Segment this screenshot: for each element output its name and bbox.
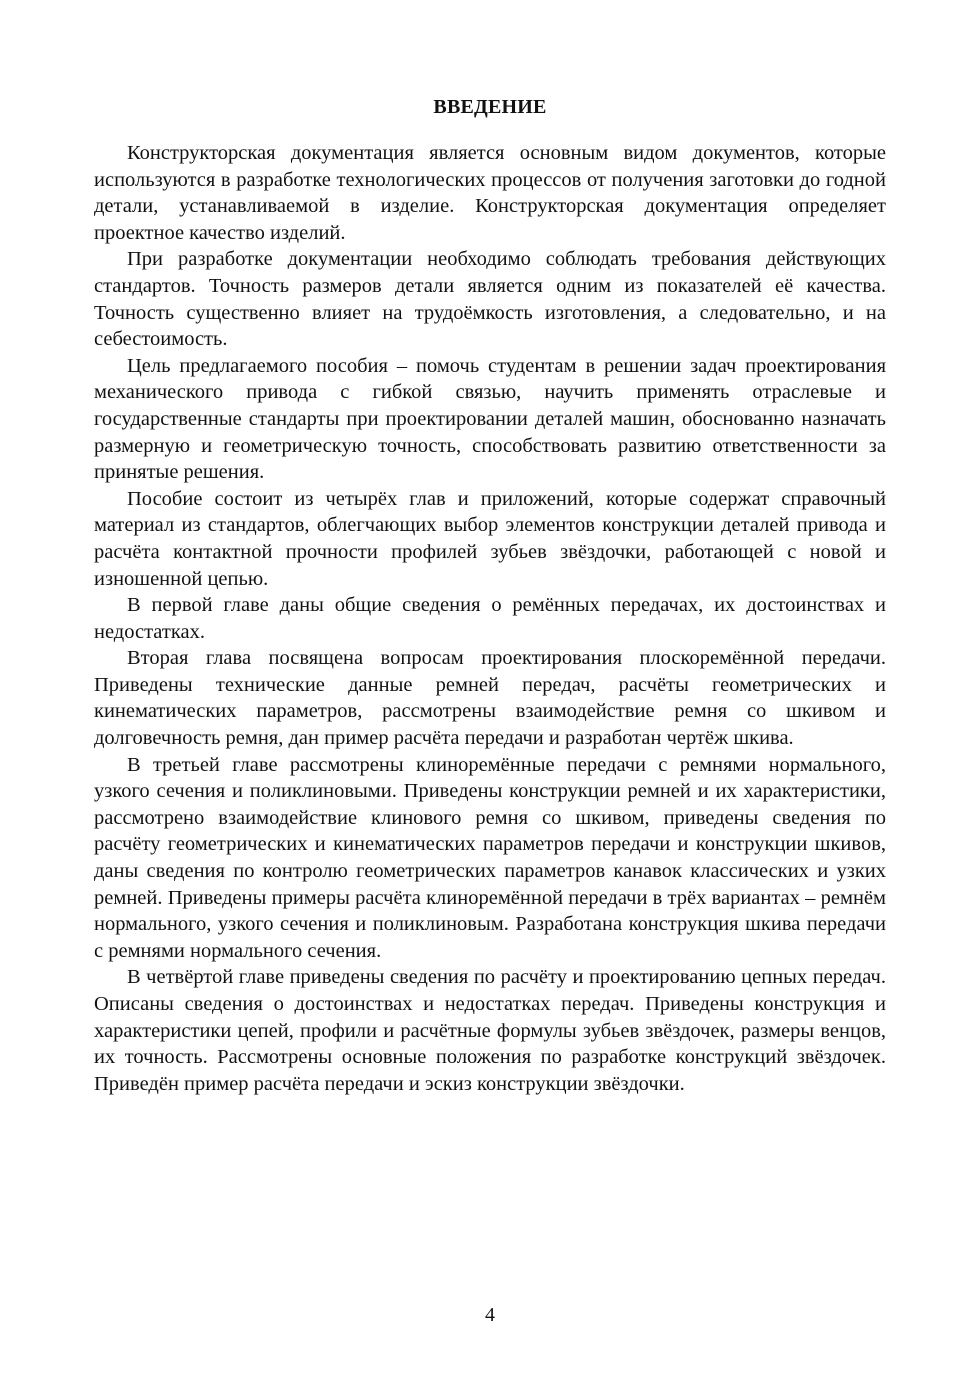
paragraph-7: В третьей главе рассмотрены клиноремённые передачи с ремнями нормального, узкого сечения и поликлиновыми. Приведены конструкции ремней и их характеристики, рассмотрено взаимодействие клинового ремня со шкивом, приведены сведения по расчёту геометрических и кинематических параметров передачи и конструкции шкивов, даны сведения по контролю геометрических параметров канавок классических и узких ремней. Приведены примеры расчёта клиноремённой передачи в трёх вариантах – ремнём нормального, узкого сечения и поликлиновым. Разработана конструкция шкива передачи с ремнями нормального сечения. [94, 753, 886, 962]
paragraph-8: В четвёртой главе приведены сведения по расчёту и проектированию цепных передач. Описаны сведения о достоинствах и недостатках передач. Приведены конструкция и характеристики цепей, профили и расчётные формулы зубьев звёздочек, размеры венцов, их точность. Рассмотрены основные положения по разработке конструкций звёздочек. Приведён пример расчёта передачи и эскиз конструкции звёздочки. [94, 966, 886, 1095]
paragraph-1: Конструкторская документация является основным видом документов, которые используются в разработке технологических процессов от получения заготовки до годной детали, устанавливаемой в изделие. Конструкторская документация определяет проектное качество изделий. [94, 142, 886, 244]
paragraph-4: Пособие состоит из четырёх глав и приложений, которые содержат справочный материал из стандартов, облегчающих выбор элементов конструкции деталей привода и расчёта контактной прочности профилей зубьев звёздочки, работающей с новой и изношенной цепью. [94, 487, 886, 590]
paragraph-6: Вторая глава посвящена вопросам проектирования плоскоремённой передачи. Приведены технические данные ремней передач, расчёты геометрических и кинематических параметров, рассмотрены взаимодействие ремня со шкивом и долговечность ремня, дан пример расчёта передачи и разработан чертёж шкива. [94, 647, 886, 750]
body-text [94, 140, 886, 1097]
paragraph-2: При разработке документации необходимо соблюдать требования действующих стандартов. Точность размеров детали является одним из показателей её качества. Точность существенно влияет на трудоёмкость изготовления, а следовательно, и на себестоимость. [94, 248, 886, 351]
paragraph-3: Цель предлагаемого пособия – помочь студентам в решении задач проектирования механического привода с гибкой связью, научить применять отраслевые и государственные стандарты при проектировании деталей машин, обоснованно назначать размерную и геометрическую точность, способствовать развитию ответственности за принятые решения. [94, 354, 886, 484]
page-number: 4 [485, 1304, 495, 1326]
page-title: ВВЕДЕНИЕ [433, 96, 547, 118]
paragraph-5: В первой главе даны общие сведения о ремённых передачах, их достоинствах и недостатках. [94, 594, 886, 643]
